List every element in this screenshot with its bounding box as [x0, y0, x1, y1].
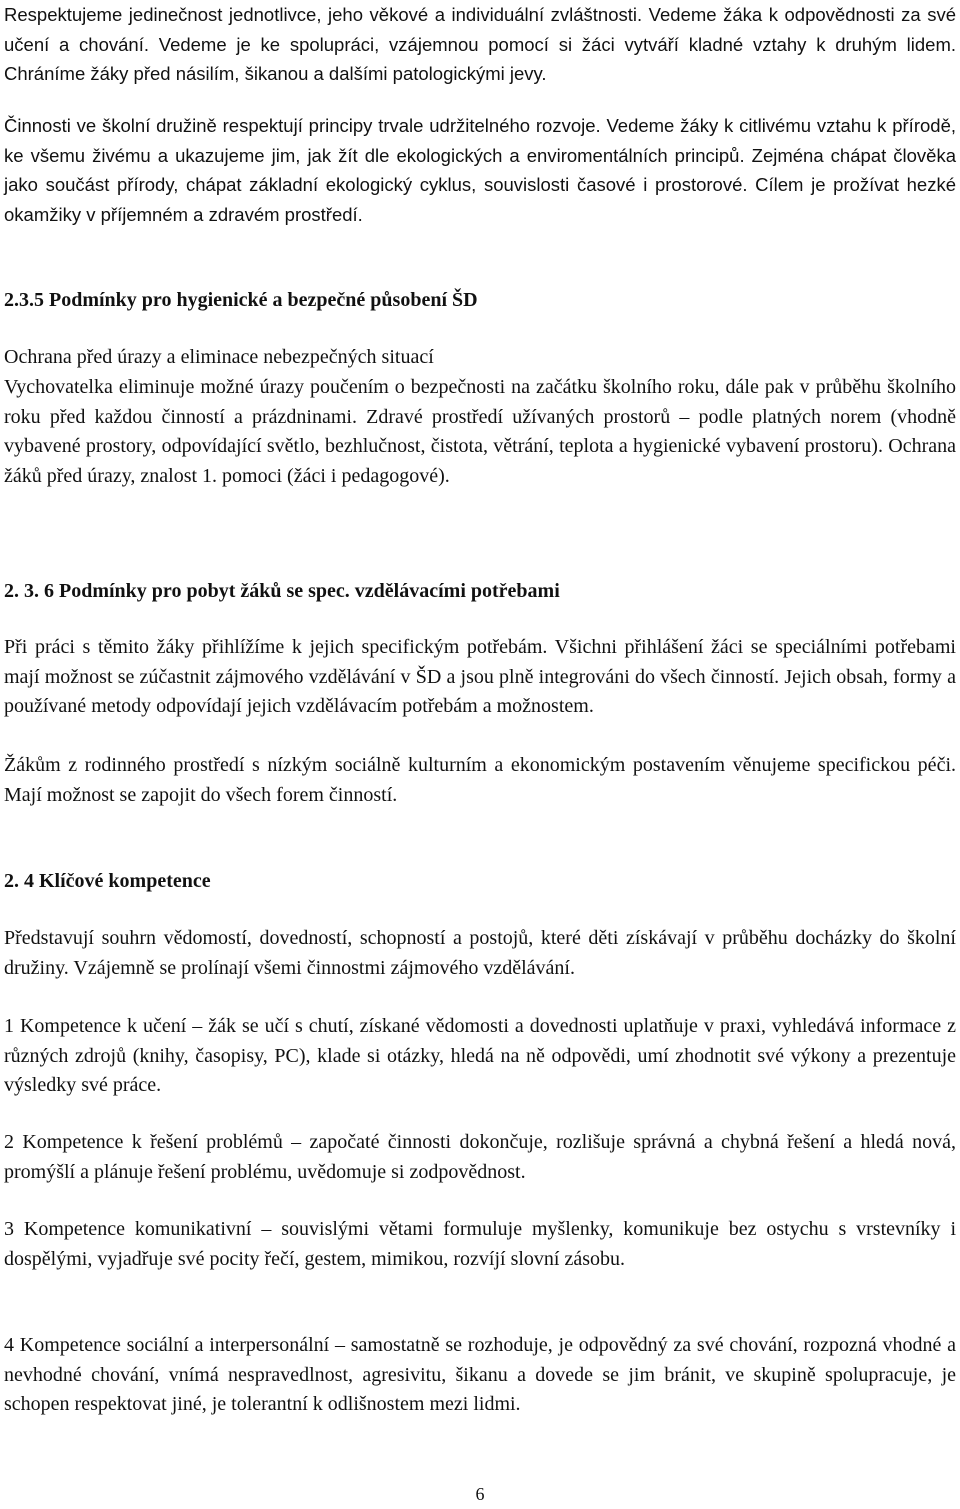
section-235-subheading: Ochrana před úrazy a eliminace nebezpečných situací — [4, 346, 434, 368]
section-236-paragraph-2: Žákům z rodinného prostředí s nízkým sociálně kulturním a ekonomickým postavením věnujeme specifickou péči. Mají možnost se zapojit do všech forem činností. — [4, 754, 956, 806]
intro-paragraph-1: Respektujeme jedinečnost jednotlivce, jeho věkové a individuální zvláštnosti. Vedeme žáka k odpovědnosti za své učení a chování. Vedeme je ke spolupráci, vzájemnou pomocí si žáci vytváří kladné vztahy k druhým lidem. Chráníme žáky před násilím, šikanou a dalšími patologickými jevy. — [4, 4, 956, 84]
competence-item: 3 Kompetence komunikativní – souvislými větami formuluje myšlenky, komunikuje bez ostychu s vrstevníky i dospělými, vyjadřuje své pocity řečí, gestem, mimikou, rozvíjí slovní zásobu. — [4, 1218, 956, 1270]
section-235-text: Vychovatelka eliminuje možné úrazy poučením o bezpečnosti na začátku školního roku, dále pak v průběhu školního roku před každou činností a prázdninami. Zdravé prostředí užívaných prostorů – podle platných norem (vhodně vybavené prostory, odpovídající světlo, bezhlučnost, čistota, větrání, teplota a hygienické vybavení prostoru). Ochrana žáků před úrazy, znalost 1. pomoci (žáci i pedagogové). — [4, 376, 956, 487]
section-24-heading: 2. 4 Klíčové kompetence — [4, 870, 211, 892]
section-235-heading: 2.3.5 Podmínky pro hygienické a bezpečné působení ŠD — [4, 289, 478, 311]
competence-item: 2 Kompetence k řešení problémů – započaté činnosti dokončuje, rozlišuje správná a chybná řešení a hledá nová, promýšlí a plánuje řešení problému, uvědomuje si zodpovědnost. — [4, 1131, 956, 1183]
section-24-intro: Představují souhrn vědomostí, dovedností, schopností a postojů, které děti získávají v průběhu docházky do školní družiny. Vzájemně se prolínají všemi činnostmi zájmového vzdělávání. — [4, 927, 956, 979]
intro-paragraph-2: Činnosti ve školní družině respektují principy trvale udržitelného rozvoje. Vedeme žáky k citlivému vztahu k přírodě, ke všemu živému a ukazujeme jim, jak žít dle ekologických a enviromentálních principů. Zejména chápat člověka jako součást přírody, chápat základní ekologický cyklus, souvislosti časové i prostorové. Cílem je prožívat hezké okamžiky v příjemném a zdravém prostředí. — [4, 115, 956, 225]
section-236-paragraph-1: Při práci s těmito žáky přihlížíme k jejich specifickým potřebám. Všichni přihlášení žáci se speciálními potřebami mají možnost se zúčastnit zájmového vzdělávání v ŠD a jsou plně integrováni do všech činností. Jejich obsah, formy a používané metody odpovídají jejich vzdělávacím potřebám a možnostem. — [4, 636, 956, 717]
section-236-heading: 2. 3. 6 Podmínky pro pobyt žáků se spec. vzdělávacími potřebami — [4, 580, 560, 602]
page-number: 6 — [475, 1484, 485, 1504]
competence-item: 1 Kompetence k učení – žák se učí s chutí, získané vědomosti a dovednosti uplatňuje v praxi, vyhledává informace z různých zdrojů (knihy, časopisy, PC), klade si otázky, hledá na ně odpovědi, umí zhodnotit své výkony a prezentuje výsledky své práce. — [4, 1015, 956, 1096]
competence-item: 4 Kompetence sociální a interpersonální – samostatně se rozhoduje, je odpovědný za své chování, rozpozná vhodné a nevhodné chování, vnímá nespravedlnost, agresivitu, šikanu a dovede se jim bránit, ve skupině spolupracuje, je schopen respektovat jiné, je tolerantní k odlišnostem mezi lidmi. — [4, 1334, 956, 1415]
